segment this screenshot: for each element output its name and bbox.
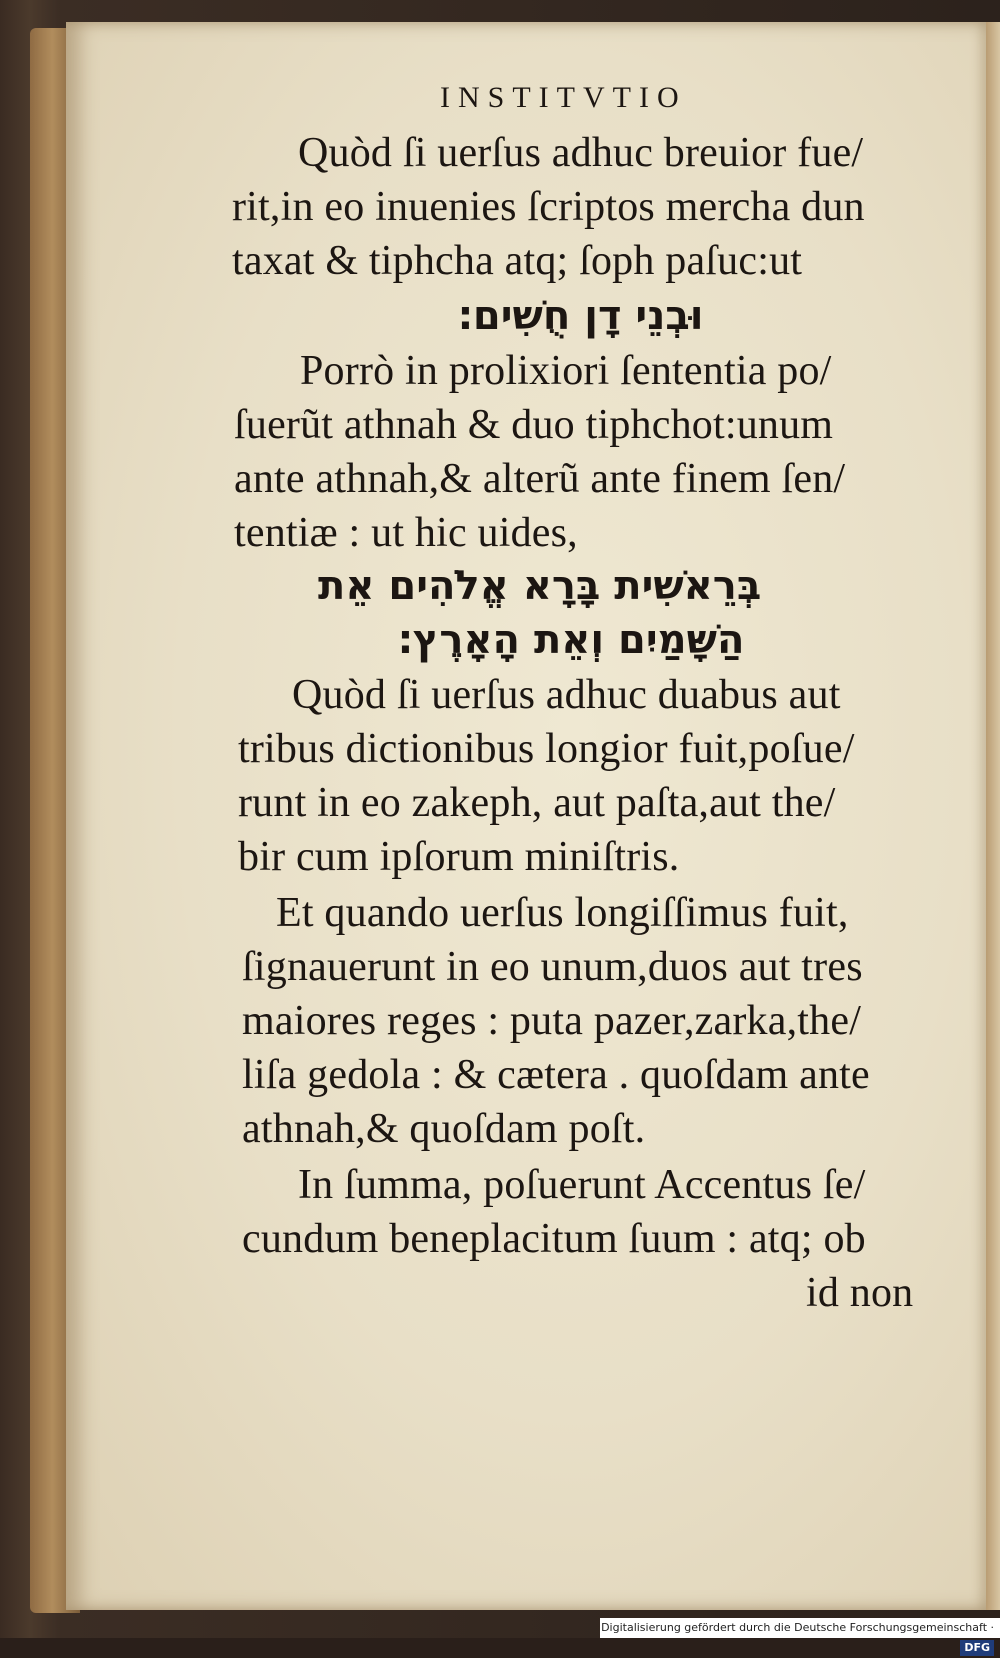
- text-line: tentiæ : ut hic uides,: [234, 510, 578, 556]
- text-line: bir cum ipſorum miniſtris.: [238, 834, 680, 880]
- text-line: ante athnah,& alterũ ante finem ſen/: [234, 456, 846, 502]
- text-line: Quòd ſi uerſus adhuc breuior fue/: [298, 130, 864, 176]
- text-line: maiores reges : puta pazer,zarka,the/: [242, 998, 862, 1044]
- hebrew-verse-line: וּבְנֵי דָן חֻשִׁים׃: [458, 293, 704, 339]
- text-line: Porrò in prolixiori ſententia po/: [300, 348, 832, 394]
- text-line: liſa gedola : & cætera . quoſdam ante: [242, 1052, 870, 1098]
- text-line: Quòd ſi uerſus adhuc duabus aut: [292, 672, 841, 718]
- text-line: taxat & tiphcha atq; ſoph paſuc:ut: [232, 238, 803, 284]
- text-line: runt in eo zakeph, aut paſta,aut the/: [238, 780, 836, 826]
- text-line: ſuerũt athnah & duo tiphchot:unum: [234, 402, 834, 448]
- text-line: rit,in eo inuenies ſcriptos mercha dun: [232, 184, 865, 230]
- text-line: In ſumma, poſuerunt Accentus ſe/: [298, 1162, 866, 1208]
- dfg-logo: DFG: [960, 1640, 994, 1656]
- text-line: Et quando uerſus longiſſimus fuit,: [276, 890, 849, 936]
- text-line: ſignauerunt in eo unum,duos aut tres: [242, 944, 863, 990]
- catchword: id non: [806, 1270, 914, 1316]
- text-line: tribus dictionibus longior fuit,poſue/: [238, 726, 855, 772]
- running-head: INSTITVTIO: [440, 81, 687, 114]
- digitization-credit-bar: [600, 1618, 1000, 1654]
- hebrew-verse-line: הַשָּׁמַיִם וְאֵת הָאָרֶץ׃: [398, 617, 745, 663]
- text-line: athnah,& quoſdam poſt.: [242, 1106, 646, 1152]
- digitization-credit: Digitalisierung gefördert durch die Deutsche Forschungsgemeinschaft ·: [601, 1621, 994, 1634]
- hebrew-verse-line: בְּרֵאשִׁית בָּרָא אֱלֹהִים אֵת: [318, 563, 762, 609]
- text-line: cundum beneplacitum ſuum : atq; ob: [242, 1216, 866, 1262]
